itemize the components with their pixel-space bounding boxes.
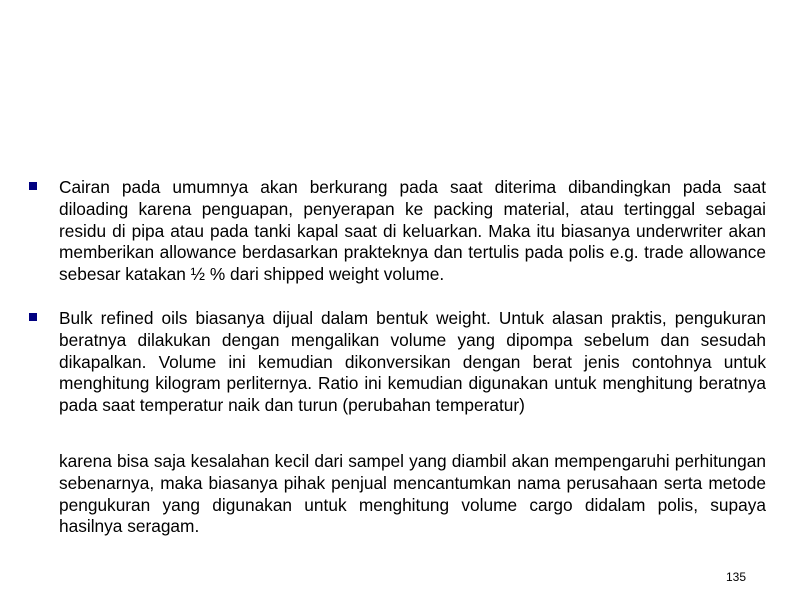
paragraph-text: Cairan pada umumnya akan berkurang pada saat diterima dibandingkan pada saat diloading karena penguapan, penyerapan ke packing material, atau tertinggal sebagai residu di pipa atau pada tanki kapal saat di keluarkan. Maka itu biasanya underwriter akan memberikan allowance berdasarkan prakteknya dan tertulis pada polis e.g. trade allowance sebesar katakan ½ % dari shipped weight volume. <box>59 177 766 285</box>
continuation-paragraph <box>28 451 766 538</box>
square-bullet-icon <box>29 313 37 321</box>
paragraph-text: Bulk refined oils biasanya dijual dalam bentuk weight. Untuk alasan praktis, pengukuran beratnya dilakukan dengan mengalikan volume yang dipompa sebelum dan sesudah dikapalkan. Volume ini kemudian dikonversikan dengan berat jenis contohnya untuk menghitung kilogram perliternya. Ratio ini kemudian digunakan untuk menghitung beratnya pada saat temperatur naik dan turun (perubahan temperatur) <box>59 307 766 416</box>
square-bullet-icon <box>29 182 37 190</box>
bullet-item-cairan <box>28 177 766 286</box>
page-number: 135 <box>726 570 747 584</box>
bullet-list <box>28 177 766 538</box>
bullet-item-bulk-refined-oils <box>28 308 766 417</box>
paragraph-text: karena bisa saja kesalahan kecil dari sampel yang diambil akan mempengaruhi perhitungan sebenarnya, maka biasanya pihak penjual mencantumkan nama perusahaan serta metode pengukuran yang digunakan untuk menghitung volume cargo didalam polis, supaya hasilnya seragam. <box>59 450 766 537</box>
